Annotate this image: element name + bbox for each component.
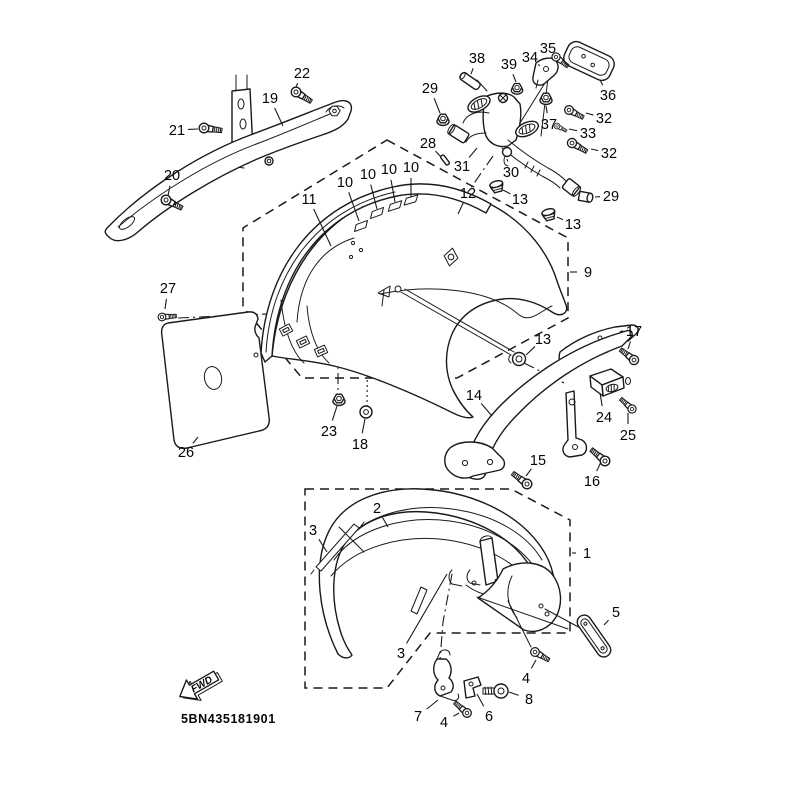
- screw-27-icon: [158, 312, 177, 321]
- callout-leader-14: [481, 403, 492, 416]
- callout-leader-29: [434, 98, 440, 113]
- part-callout-10: 10: [336, 175, 354, 191]
- part-callout-30: 30: [502, 165, 520, 181]
- callout-leader-32: [591, 149, 598, 151]
- part-callout-10: 10: [402, 160, 420, 176]
- part-callout-32: 32: [600, 146, 618, 162]
- callout-leader-8: [509, 692, 519, 695]
- fwd-label: FWD: [189, 674, 215, 696]
- callout-leader-22: [296, 83, 298, 87]
- callout-leader-17: [628, 341, 631, 349]
- callout-leader-18: [362, 419, 365, 433]
- part-callout-39: 39: [500, 57, 518, 73]
- callout-leader-16: [597, 462, 601, 471]
- part-callout-36: 36: [599, 88, 617, 104]
- part-callout-5: 5: [611, 605, 621, 621]
- bracket-6: [464, 677, 481, 698]
- part-callout-23: 23: [320, 424, 338, 440]
- callout-leader-13: [503, 190, 510, 194]
- trim-strip-3b: [411, 587, 427, 614]
- grommet-13a-icon: [489, 180, 504, 194]
- fork-strut: [480, 538, 498, 585]
- callout-leader-33: [569, 129, 577, 131]
- part-callout-4: 4: [439, 715, 449, 731]
- front-fender: [308, 489, 613, 701]
- part-callout-11: 11: [301, 192, 317, 208]
- bolt-32a-icon: [563, 104, 585, 121]
- bolt-4a-icon: [529, 646, 551, 664]
- fwd-indicator: [174, 665, 225, 709]
- part-callout-19: 19: [261, 91, 279, 107]
- bracket-7: [434, 650, 459, 701]
- callout-leader-13: [557, 217, 563, 220]
- nut-39-icon: [511, 83, 522, 94]
- part-callout-4: 4: [521, 671, 531, 687]
- part-callout-34: 34: [521, 50, 539, 66]
- callout-leader-37: [546, 106, 547, 113]
- part-callout-12: 12: [459, 186, 477, 202]
- callout-leader-28: [435, 151, 441, 157]
- callout-leader-32: [586, 113, 593, 115]
- bolt-15-icon: [510, 469, 534, 490]
- part-callout-31: 31: [453, 159, 471, 175]
- damper-30-icon: [503, 148, 512, 157]
- bolt-21-icon: [199, 123, 223, 136]
- callout-leader-39: [513, 74, 516, 82]
- part-callout-3: 3: [396, 646, 406, 662]
- diagram-code: 5BN435181901: [181, 712, 276, 726]
- part-callout-28: 28: [419, 136, 437, 152]
- callout-leader-38: [471, 68, 473, 74]
- part-callout-25: 25: [619, 428, 637, 444]
- part-callout-18: 18: [351, 437, 369, 453]
- part-callout-7: 7: [413, 709, 423, 725]
- part-callout-8: 8: [524, 692, 534, 708]
- screw-8-icon: [483, 684, 508, 698]
- fender-brace: [105, 75, 354, 241]
- washer-18-icon: [360, 406, 372, 418]
- nut-29-icon: [437, 114, 449, 125]
- part-callout-20: 20: [163, 168, 181, 184]
- callout-leader-31: [469, 148, 477, 158]
- part-callout-6: 6: [484, 709, 494, 725]
- part-callout-10: 10: [380, 162, 398, 178]
- part-callout-17: 17: [625, 324, 643, 340]
- bolt-17-icon: [618, 346, 641, 367]
- pin-28-icon: [440, 154, 450, 165]
- bolt-22-icon: [289, 85, 313, 105]
- grommet-13b-icon: [541, 208, 556, 222]
- stay-foot: [445, 442, 505, 478]
- part-callout-10: 10: [359, 167, 377, 183]
- part-callout-3: 3: [308, 523, 318, 539]
- part-callout-21: 21: [168, 123, 186, 139]
- part-callout-14: 14: [465, 388, 483, 404]
- part-callout-26: 26: [177, 445, 195, 461]
- part-callout-2: 2: [372, 501, 382, 517]
- callout-leader-19: [275, 108, 283, 126]
- damper-block-24: [590, 369, 631, 396]
- part-callout-16: 16: [583, 474, 601, 490]
- part-callout-27: 27: [159, 281, 177, 297]
- part-callout-38: 38: [468, 51, 486, 67]
- nut-23-icon: [333, 394, 345, 405]
- bolt-4b-icon: [452, 699, 473, 719]
- bushing-29-icon: [578, 191, 593, 202]
- callout-leader-13: [526, 347, 535, 355]
- rear-fender: [261, 184, 567, 418]
- part-callout-13: 13: [534, 332, 552, 348]
- grommet-13c-icon: [509, 353, 526, 366]
- part-callout-1: 1: [582, 546, 592, 562]
- callout-leader-6: [477, 694, 484, 706]
- part-callout-15: 15: [529, 453, 547, 469]
- callout-leader-27: [165, 299, 166, 309]
- part-callout-9: 9: [583, 265, 593, 281]
- part-callout-29: 29: [602, 189, 620, 205]
- callout-leader-4: [531, 660, 536, 668]
- mud-flap: [162, 312, 270, 448]
- part-callout-33: 33: [579, 126, 597, 142]
- part-callout-22: 22: [293, 66, 311, 82]
- callout-leader-30: [507, 159, 508, 161]
- callout-leader-7: [427, 700, 438, 709]
- part-callout-37: 37: [540, 117, 558, 133]
- callout-leader-5: [604, 620, 609, 625]
- screw-25-icon: [618, 396, 638, 415]
- part-callout-35: 35: [539, 41, 557, 57]
- reflector-36: [561, 39, 617, 84]
- callout-leader-4: [453, 713, 459, 716]
- callout-leader-23: [332, 406, 337, 421]
- part-callout-32: 32: [595, 111, 613, 127]
- part-callout-29: 29: [421, 81, 439, 97]
- part-callout-24: 24: [595, 410, 613, 426]
- emblem-5: [575, 612, 614, 659]
- part-callout-13: 13: [564, 217, 582, 233]
- part-callout-13: 13: [511, 192, 529, 208]
- nut-37-icon: [540, 93, 552, 104]
- callout-leader-15: [526, 469, 531, 476]
